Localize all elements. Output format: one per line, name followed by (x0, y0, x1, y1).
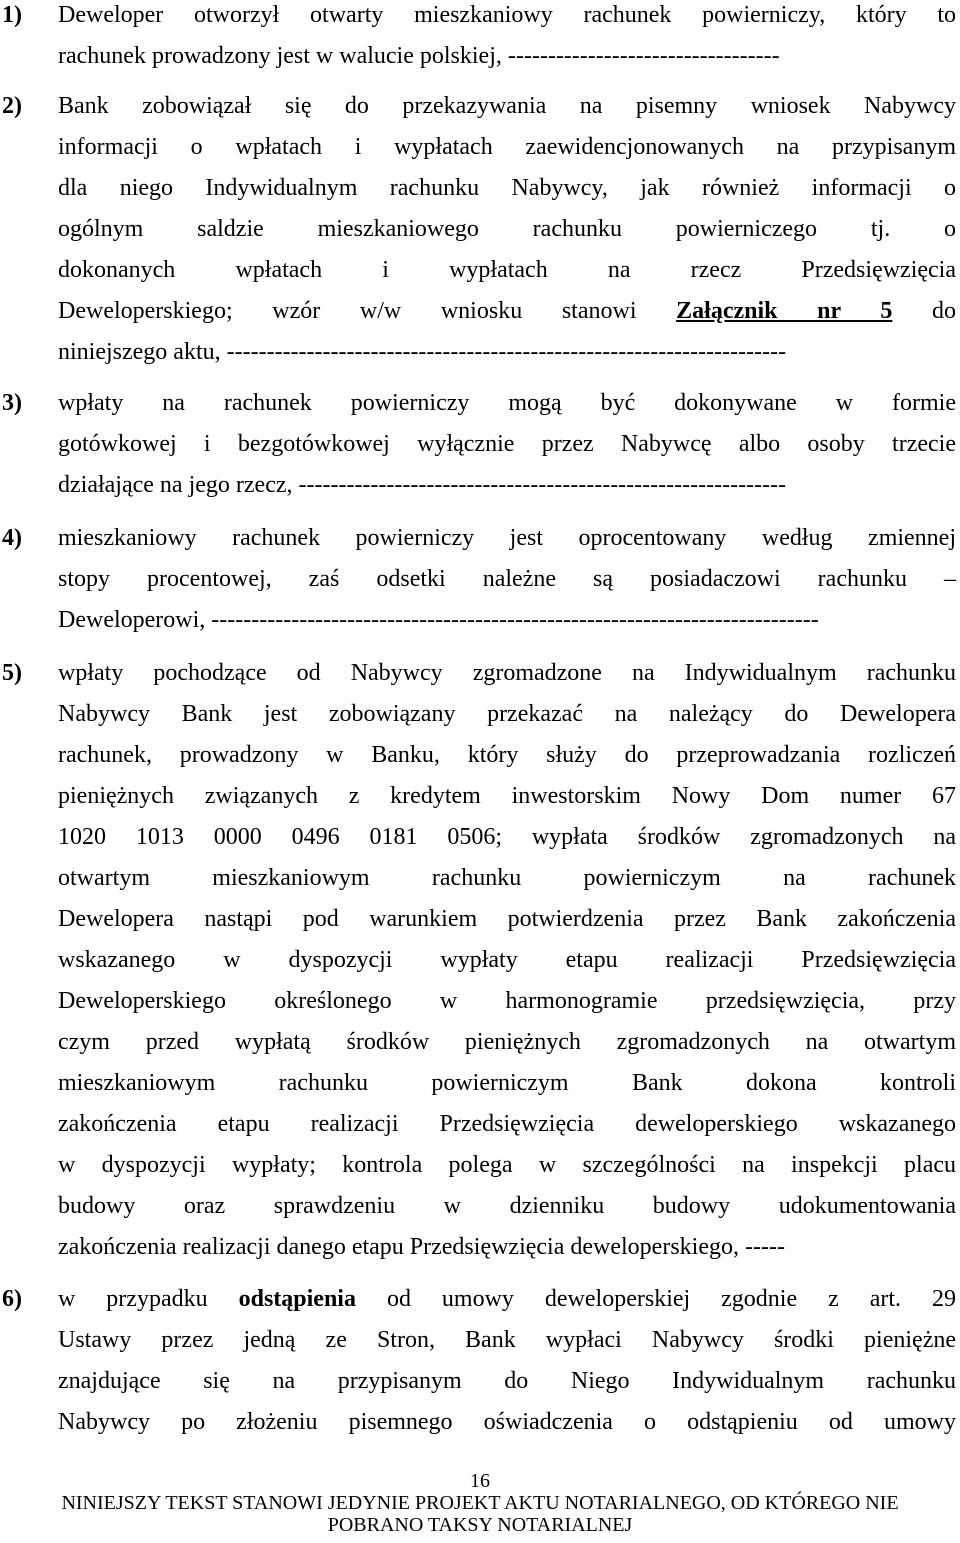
item-number: 1) (2, 2, 22, 28)
text-line (58, 1279, 956, 1320)
item-text (58, 518, 956, 641)
text-segment: Deweloperskiego; wzór w/w wniosku stanowi (58, 298, 637, 324)
text-line: dla niego Indywidualnym rachunku Nabywcy, jak również informacji o (58, 175, 956, 201)
text-line: gotówkowej i bezgotówkowej wyłącznie przez Nabywcę albo osoby trzecie (58, 431, 956, 457)
text-line: wpłaty pochodzące od Nabywcy zgromadzone na Indywidualnym rachunku (58, 660, 956, 686)
text-segment: w przypadku (58, 1286, 208, 1312)
text-line: 1020 1013 0000 0496 0181 0506; wypłata środków zgromadzonych na (58, 824, 956, 850)
text-line: Nabywcy Bank jest zobowiązany przekazać na należący do Dewelopera (58, 701, 956, 727)
item-text (58, 1279, 956, 1443)
footer-notice-line: POBRANO TAKSY NOTARIALNEJ (327, 1514, 633, 1536)
text-line: zakończenia etapu realizacji Przedsięwzięcia deweloperskiego wskazanego (58, 1111, 956, 1137)
text-line: Deweloperowi, ---------------------------------------------------------------------------- (58, 607, 819, 633)
item-text (58, 86, 956, 373)
text-line: wskazanego w dyspozycji wypłaty etapu realizacji Przedsięwzięcia (58, 947, 956, 973)
text-line: działające na jego rzecz, ------------------------------------------------------------- (58, 472, 787, 498)
text-line: Bank zobowiązał się do przekazywania na pisemny wniosek Nabywcy (58, 93, 956, 119)
text-segment: do (932, 298, 957, 324)
text-line: Deweloper otworzył otwarty mieszkaniowy rachunek powierniczy, który to (58, 2, 956, 28)
emphasized-term: odstąpienia (238, 1286, 356, 1312)
text-line: mieszkaniowy rachunek powierniczy jest oprocentowany według zmiennej (58, 525, 956, 551)
text-line: czym przed wypłatą środków pieniężnych zgromadzonych na otwartym (58, 1029, 956, 1055)
text-line: Nabywcy po złożeniu pisemnego oświadczenia o odstąpieniu od umowy (58, 1409, 956, 1435)
text-line: znajdujące się na przypisanym do Niego Indywidualnym rachunku (58, 1368, 956, 1394)
text-line (58, 291, 956, 332)
item-number: 5) (2, 660, 22, 686)
text-line: wpłaty na rachunek powierniczy mogą być dokonywane w formie (58, 390, 956, 416)
text-line: rachunek, prowadzony w Banku, który służy do przeprowadzania rozliczeń (58, 742, 956, 768)
text-line: budowy oraz sprawdzeniu w dzienniku budowy udokumentowania (58, 1193, 956, 1219)
text-line: Dewelopera nastąpi pod warunkiem potwierdzenia przez Bank zakończenia (58, 906, 956, 932)
item-number: 2) (2, 93, 22, 119)
text-line: Deweloperskiego określonego w harmonogramie przedsięwzięcia, przy (58, 988, 956, 1014)
text-segment: od umowy deweloperskiej zgodnie z art. 29 (386, 1286, 957, 1312)
text-line: pieniężnych związanych z kredytem inwestorskim Nowy Dom numer 67 (58, 783, 956, 809)
footer-notice-line: NINIEJSZY TEKST STANOWI JEDYNIE PROJEKT AKTU NOTARIALNEGO, OD KTÓREGO NIE (61, 1492, 899, 1514)
text-line: informacji o wpłatach i wypłatach zaewidencjonowanych na przypisanym (58, 134, 956, 160)
text-line: rachunek prowadzony jest w walucie polskiej, ---------------------------------- (58, 43, 780, 69)
item-number: 3) (2, 390, 22, 416)
item-number: 6) (2, 1286, 22, 1312)
text-line: ogólnym saldzie mieszkaniowego rachunku powierniczego tj. o (58, 216, 956, 242)
text-line: otwartym mieszkaniowym rachunku powierniczym na rachunek (58, 865, 956, 891)
text-line: dokonanych wpłatach i wypłatach na rzecz Przedsięwzięcia (58, 257, 956, 283)
text-line: stopy procentowej, zaś odsetki należne są posiadaczowi rachunku – (58, 566, 956, 592)
text-line: mieszkaniowym rachunku powierniczym Bank dokona kontroli (58, 1070, 956, 1096)
page-number: 16 (470, 1470, 490, 1492)
item-text (58, 383, 956, 506)
text-line: niniejszego aktu, ---------------------------------------------------------------------- (58, 339, 787, 365)
text-line: zakończenia realizacji danego etapu Przedsięwzięcia deweloperskiego, ----- (58, 1234, 785, 1260)
page-footer (0, 1470, 960, 1536)
item-text (58, 0, 956, 77)
text-line: Ustawy przez jedną ze Stron, Bank wypłaci Nabywcy środki pieniężne (58, 1327, 956, 1353)
item-number: 4) (2, 525, 22, 551)
item-text (58, 653, 956, 1268)
attachment-reference: Załącznik nr 5 (676, 298, 893, 324)
text-line: w dyspozycji wypłaty; kontrola polega w szczególności na inspekcji placu (58, 1152, 956, 1178)
